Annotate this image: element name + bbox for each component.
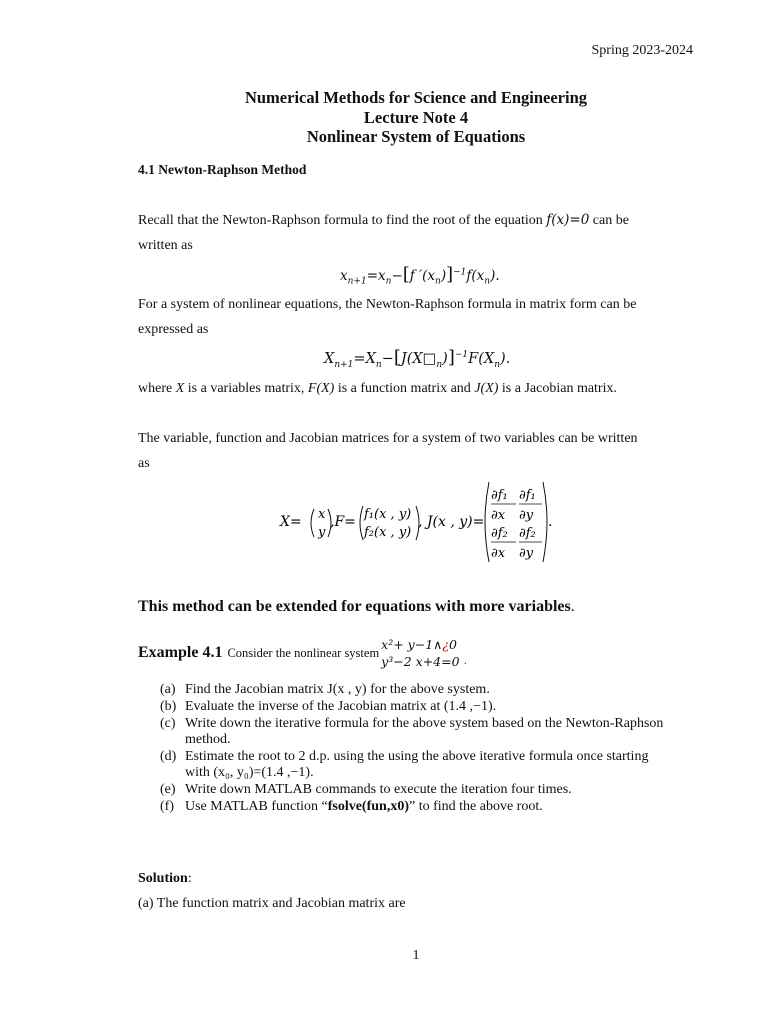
x-matrix-top: x [318,507,326,522]
paragraph-system [138,292,698,342]
para1-text-b: can be [589,213,629,228]
f-matrix-label: ,F= [330,514,356,530]
paragraph-variables [138,426,698,476]
para4-line2: as [138,456,150,471]
para2-line1: For a system of nonlinear equations, the Newton-Raphson formula in matrix form can be [138,297,637,312]
var-f: F(X) [307,381,335,396]
para1-text-a: Recall that the Newton-Raphson formula to find the root of the equation [138,213,547,228]
newton-raphson-formula: $x_{n+1}=x_n-[f$ $'(x_n)]^{-1}f(x_n)$. [340,264,500,287]
j-matrix-label: , J(x , y)= [418,514,485,530]
j-r2c1-num: ∂f₂ [491,526,508,541]
list-item: (b) Evaluate the inverse of the Jacobian matrix at (1.4 ,−1). [160,699,497,714]
extension-statement: This method can be extended for equations with more variables. [138,598,575,615]
inline-equation: f(x)=0 [546,212,590,228]
f-matrix-bottom: f₂(x , y) [364,525,412,540]
page-number: 1 [412,948,420,963]
list-item: (c) Write down the iterative formula for the above system based on the Newton-Raphson method. [160,716,664,747]
list-item: (d) Estimate the root to 2 d.p. using the using the above iterative formula once starting with (x₀, y₀)=(1.4 ,−1). [160,749,649,780]
j-r2c2-num: ∂f₂ [519,526,536,541]
list-item: (f) Use MATLAB function “fsolve(fun,x0)” to find the above root. [160,799,543,814]
para1-text-c: written as [138,238,193,253]
topic-title: Nonlinear System of Equations [306,127,526,146]
para4-line1: The variable, function and Jacobian matrices for a system of two variables can be written [138,431,638,446]
course-title: Numerical Methods for Science and Engineering [244,88,588,107]
x-matrix-bottom: y [318,525,326,540]
f-matrix-top: f₁(x , y) [364,507,412,522]
para2-line2: expressed as [138,322,209,337]
example-intro: Consider the nonlinear system [227,645,380,660]
j-r1c1-den: ∂x [491,508,506,523]
var-j: J(X) [474,381,499,396]
semester-label: Spring 2023-2024 [591,43,693,58]
list-item: (a) Find the Jacobian matrix J(x , y) for the above system. [160,682,490,697]
var-x: X [175,381,185,396]
solution-part-a: (a) The function matrix and Jacobian matrix are [138,896,406,911]
lecture-title: Lecture Note 4 [363,107,469,127]
j-r1c2-num: ∂f₁ [519,488,536,503]
x-matrix-label: X= [280,514,302,530]
j-r2c1-den: ∂x [491,546,506,561]
matrix-definitions [278,478,578,566]
title-block [0,88,768,147]
j-r2c2-den: ∂y [519,546,534,561]
list-item: (e) Write down MATLAB commands to execute the iteration four times. [160,782,572,797]
example-label: Example 4.1 [138,644,223,661]
j-r1c1-num: ∂f₁ [491,488,508,503]
example-4-1 [138,636,467,670]
paragraph-recall [138,208,698,258]
j-r1c2-den: ∂y [519,508,534,523]
task-list [160,682,700,816]
nonlinear-system: x²+ y−1∧¿0 y³−2 x+4=0 . [381,637,467,669]
matrix-newton-formula: $X_{n+1}=X_n-[J(X□_n)]^{-1}F(X_n)$. [324,347,511,370]
matrix-period: . [548,514,553,530]
section-heading: 4.1 Newton-Raphson Method [138,162,307,177]
paragraph-where: where X is a variables matrix, F(X) is a function matrix and J(X) is a Jacobian matrix. [138,381,617,396]
solution-heading: Solution: [138,871,192,886]
